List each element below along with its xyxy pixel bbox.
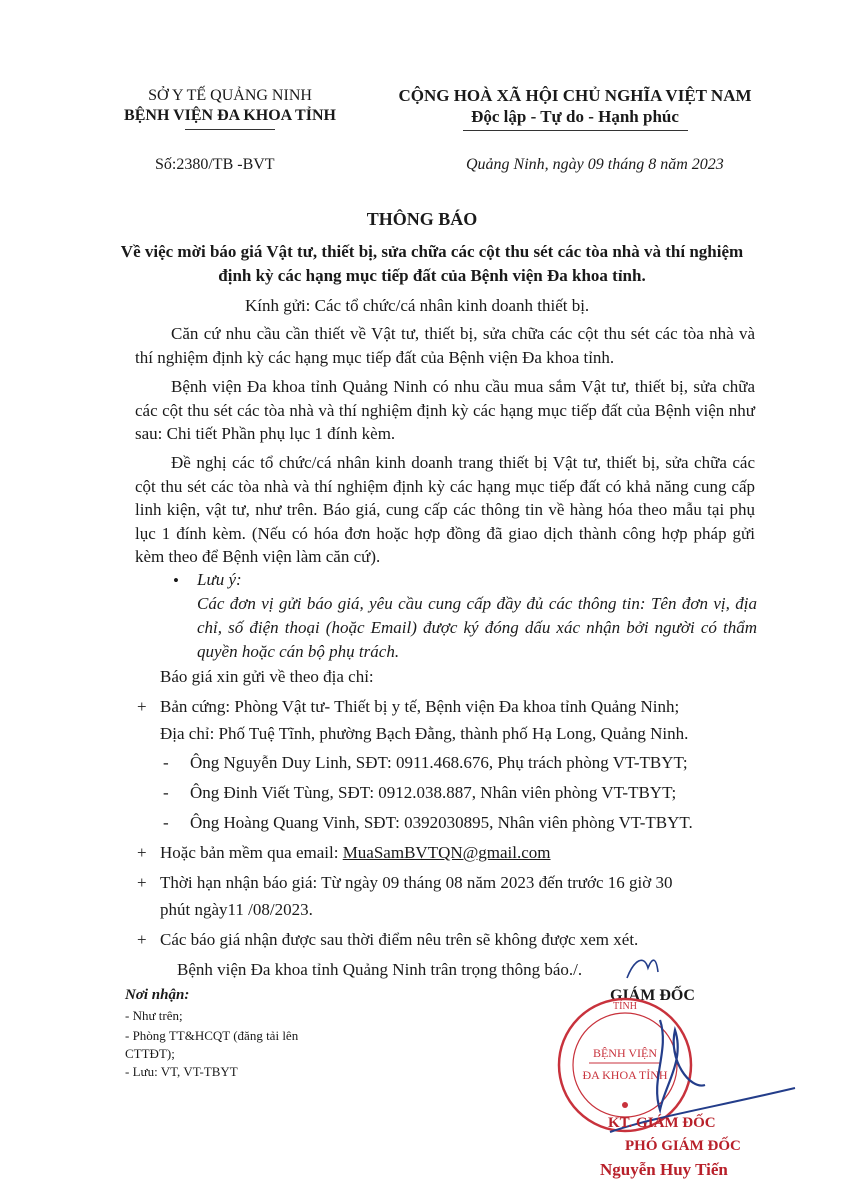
late-notice: Các báo giá nhận được sau thời điểm nêu trên sẽ không được xem xét. — [160, 930, 639, 949]
contact-item: Ông Nguyễn Duy Linh, SĐT: 0911.468.676, Phụ trách phòng VT-TBYT; — [190, 753, 688, 772]
send-intro: Báo giá xin gửi về theo địa chỉ: — [160, 667, 374, 686]
signature-deputy: PHÓ GIÁM ĐỐC — [625, 1138, 741, 1154]
plus-mark: + — [137, 930, 147, 949]
email-line — [160, 843, 551, 863]
email-prefix: Hoặc bản mềm qua email: — [160, 843, 343, 862]
signature-title: GIÁM ĐỐC — [610, 987, 695, 1004]
plus-mark: + — [137, 873, 147, 892]
note-bullet: • — [173, 571, 179, 590]
signature-kt: KT. GIÁM ĐỐC — [608, 1115, 716, 1131]
issuer-header — [105, 86, 355, 130]
dash-mark: - — [163, 783, 169, 802]
initial-mark-icon — [622, 950, 662, 984]
note-text: Các đơn vị gửi báo giá, yêu cầu cung cấp đầy đủ các thông tin: Tên đơn vị, địa chỉ, số điện thoại (hoặc Email) được ký đóng dấu xác nhận bởi người có thẩm quyền hoặc cán bộ phụ trách. — [197, 594, 757, 661]
national-motto: Độc lập - Tự do - Hạnh phúc — [471, 107, 679, 126]
paragraph-basis: Căn cứ nhu cầu cần thiết về Vật tư, thiết bị, sửa chữa các cột thu sét các tòa nhà và thí nghiệm định kỳ các hạng mục tiếp đất của Bệnh viện Đa khoa tỉnh. — [135, 324, 755, 367]
deadline-line: Thời hạn nhận báo giá: Từ ngày 09 tháng 08 năm 2023 đến trước 16 giờ 30 — [160, 873, 673, 892]
hard-copy-line: Bản cứng: Phòng Vật tư- Thiết bị y tế, Bệnh viện Đa khoa tỉnh Quảng Ninh; — [160, 697, 680, 716]
plus-mark: + — [137, 843, 147, 862]
email-link[interactable]: MuaSamBVTQN@gmail.com — [342, 843, 551, 862]
recipient-item: - Lưu: VT, VT-TBYT — [125, 1064, 238, 1079]
issuer-department: SỞ Y TẾ QUẢNG NINH — [148, 87, 312, 104]
document-subtitle: Về việc mời báo giá Vật tư, thiết bị, sửa chữa các cột thu sét các tòa nhà và thí nghiệm định kỳ các hạng mục tiếp đất của Bệnh viện Đa khoa tỉnh. — [120, 242, 744, 285]
seal-line-2: ĐA KHOA TỈNH — [582, 1068, 668, 1082]
issuer-hospital: BỆNH VIỆN ĐA KHOA TỈNH — [124, 107, 336, 124]
seal-line-1: BỆNH VIỆN — [592, 1046, 658, 1060]
recipient-item: CTTĐT); — [125, 1046, 175, 1061]
seal-top-text: TỈNH — [613, 1001, 637, 1012]
note-label: Lưu ý: — [197, 570, 242, 589]
dash-mark: - — [163, 813, 169, 832]
place-date: Quảng Ninh, ngày 09 tháng 8 năm 2023 — [466, 156, 724, 173]
recipient-item: - Như trên; — [125, 1008, 183, 1023]
contact-item: Ông Hoàng Quang Vinh, SĐT: 0392030895, Nhân viên phòng VT-TBYT. — [190, 813, 693, 832]
address-line: Địa chỉ: Phố Tuệ Tĩnh, phường Bạch Đằng, thành phố Hạ Long, Quảng Ninh. — [160, 724, 689, 743]
paragraph-request: Đề nghị các tổ chức/cá nhân kinh doanh trang thiết bị Vật tư, thiết bị, sửa chữa các cột thu sét các tòa nhà và thí nghiệm định kỳ các hạng mục tiếp đất có khả năng cung cấp linh kiện, vật tư, như trên. Báo giá, cung cấp các thông tin về hàng hóa theo mẫu tại phụ lục 1 đính kèm. (Nếu có hóa đơn hoặc hợp đồng đã giao dịch thành công hợp pháp gửi kèm theo để Bệnh viện làm căn cứ). — [135, 453, 755, 566]
paragraph-need: Bệnh viện Đa khoa tỉnh Quảng Ninh có nhu cầu mua sắm Vật tư, thiết bị, sửa chữa các cột thu sét các tòa nhà và thí nghiệm định kỳ các hạng mục tiếp đất của Bệnh viện như sau: Chi tiết Phần phụ lục 1 đính kèm. — [135, 377, 755, 443]
issuer-underline — [185, 129, 275, 130]
national-title: CỘNG HOÀ XÃ HỘI CHỦ NGHĨA VIỆT NAM — [398, 86, 752, 105]
deadline-line-2: phút ngày11 /08/2023. — [160, 900, 313, 919]
document-number: Số:2380/TB -BVT — [155, 156, 275, 173]
recipients-title: Nơi nhận: — [125, 987, 190, 1003]
greeting: Kính gửi: Các tổ chức/cá nhân kinh doanh thiết bị. — [245, 296, 590, 315]
signer-name: Nguyễn Huy Tiến — [600, 1160, 728, 1179]
national-header — [370, 86, 780, 131]
plus-mark: + — [137, 697, 147, 716]
motto-underline — [463, 130, 688, 131]
dash-mark: - — [163, 753, 169, 772]
recipient-item: - Phòng TT&HCQT (đăng tải lên — [125, 1028, 299, 1043]
document-title: THÔNG BÁO — [366, 209, 478, 229]
contact-item: Ông Đinh Viết Tùng, SĐT: 0912.038.887, Nhân viên phòng VT-TBYT; — [190, 783, 677, 802]
closing-line: Bệnh viện Đa khoa tỉnh Quảng Ninh trân trọng thông báo./. — [177, 960, 583, 979]
